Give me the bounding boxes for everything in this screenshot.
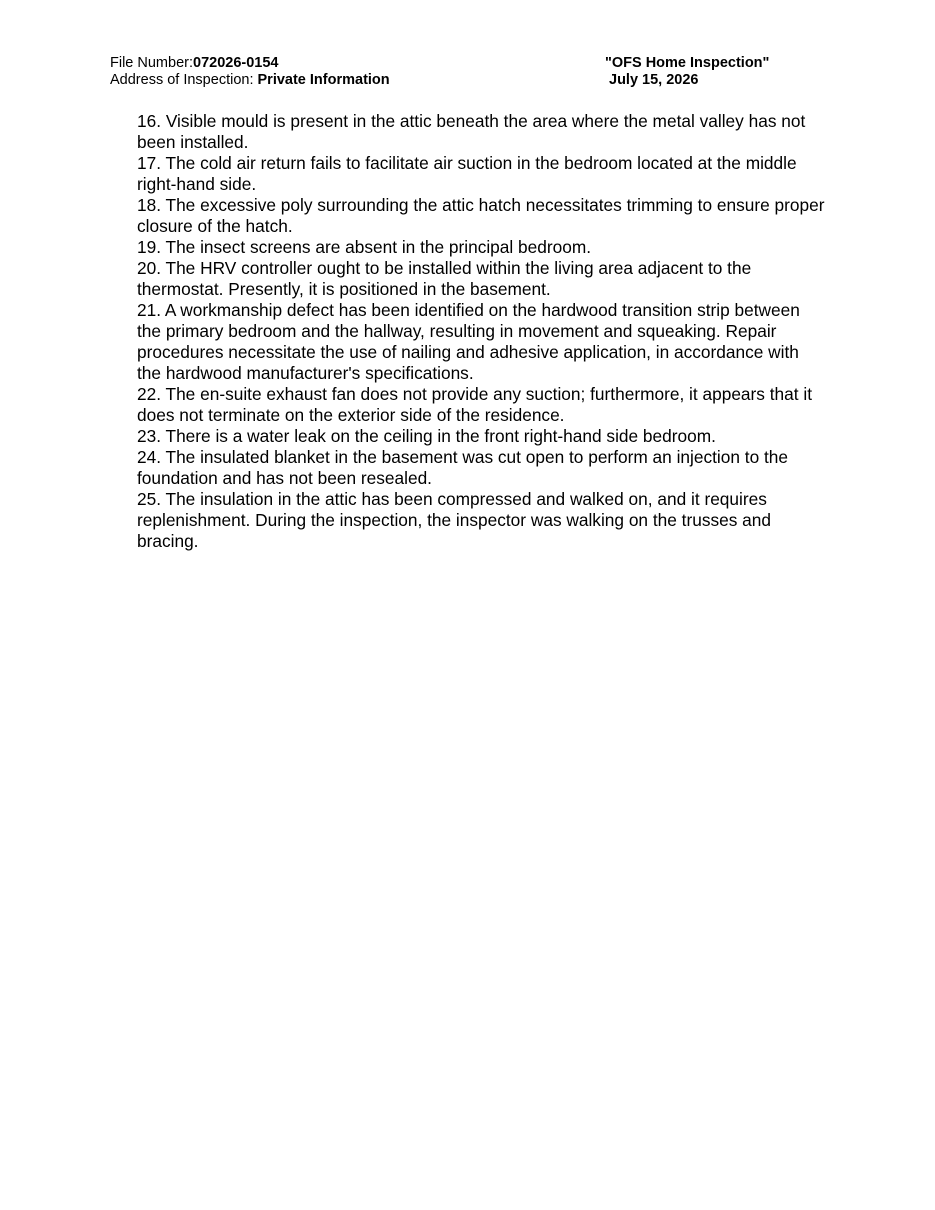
finding-item: 16. Visible mould is present in the attic beneath the area where the metal valley has not been installed. [137, 111, 806, 152]
header-right [605, 55, 825, 89]
file-number-label: File Number: [110, 55, 193, 71]
findings-list [137, 111, 827, 552]
company-name: "OFS Home Inspection" [605, 55, 770, 71]
finding-item: 17. The cold air return fails to facilitate air suction in the bedroom located at the middle right-hand side. [137, 153, 797, 194]
finding-item: 18. The excessive poly surrounding the attic hatch necessitates trimming to ensure proper closure of the hatch. [137, 195, 825, 236]
address-label: Address of Inspection: [110, 72, 258, 88]
finding-item: 25. The insulation in the attic has been compressed and walked on, and it requires replenishment. During the inspection, the inspector was walking on the trusses and bracing. [137, 489, 771, 551]
finding-item: 24. The insulated blanket in the basement was cut open to perform an injection to the foundation and has not been resealed. [137, 447, 789, 488]
finding-item: 22. The en-suite exhaust fan does not provide any suction; furthermore, it appears that it does not terminate on the exterior side of the residence. [137, 384, 813, 425]
finding-item: 19. The insect screens are absent in the principal bedroom. [137, 237, 592, 257]
header-left [110, 55, 530, 89]
finding-item: 21. A workmanship defect has been identified on the hardwood transition strip between the primary bedroom and the hallway, resulting in movement and squeaking. Repair procedures necessitate the use of nailing and adhesive application, in accordance with the hardwood manufacturer's specifications. [137, 300, 800, 383]
inspection-date: July 15, 2026 [609, 72, 699, 88]
address-line [110, 72, 530, 89]
finding-item: 23. There is a water leak on the ceiling in the front right-hand side bedroom. [137, 426, 716, 446]
finding-item: 20. The HRV controller ought to be installed within the living area adjacent to the thermostat. Presently, it is positioned in the basement. [137, 258, 752, 299]
file-number-value: 072026-0154 [193, 55, 279, 71]
file-number-line [110, 55, 530, 72]
address-value: Private Information [257, 72, 390, 88]
